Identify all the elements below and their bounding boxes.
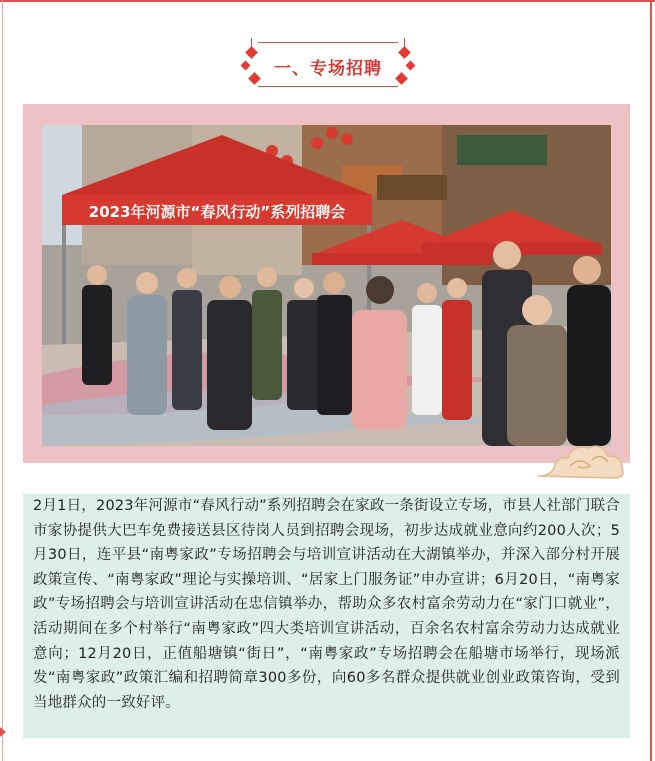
cloud-ornament-icon <box>530 436 630 486</box>
page-frame-right <box>650 0 652 761</box>
tent-banner: 2023年河源市“春风行动”系列招聘会 <box>88 203 346 221</box>
page-frame-top <box>0 0 655 2</box>
heading-rule-top <box>258 42 398 43</box>
section-heading <box>238 38 418 92</box>
article-text-card <box>23 494 630 738</box>
photo-card <box>23 104 630 463</box>
page-frame-left <box>2 0 3 761</box>
corner-arrow-icon <box>0 727 6 737</box>
job-fair-photo <box>42 125 611 446</box>
article-paragraph: 2月1日，2023年河源市“春风行动”系列招聘会在家政一条街设立专场，市县人社部门联合市家协提供大巴车免费接送县区待岗人员到招聘会现场，初步达成就业意向约200人次；5月30日，连平县“南粤家政”专场招聘会与培训宣讲活动在大湖镇举办，并深入部分村开展政策宣传、“南粤家政”理论与实操培训、“居家上门服务证”申办宣讲；6月20日，“南粤家政”专场招聘会与培训宣讲活动在忠信镇举办，帮助众多农村富余劳动力在“家门口就业”，活动期间在多个村举行“南粤家政”四大类培训宣讲活动，百余名农村富余劳动力达成就业意向；12月20日，正值船塘镇“街日”，“南粤家政”专场招聘会在船塘市场举行，现场派发“南粤家政”政策汇编和招聘简章300多份，向60多名群众提供就业创业政策咨询，受到当地群众的一致好评。 <box>33 498 620 711</box>
heading-rule-bottom <box>258 86 398 87</box>
section-title: 一、专场招聘 <box>274 59 382 79</box>
